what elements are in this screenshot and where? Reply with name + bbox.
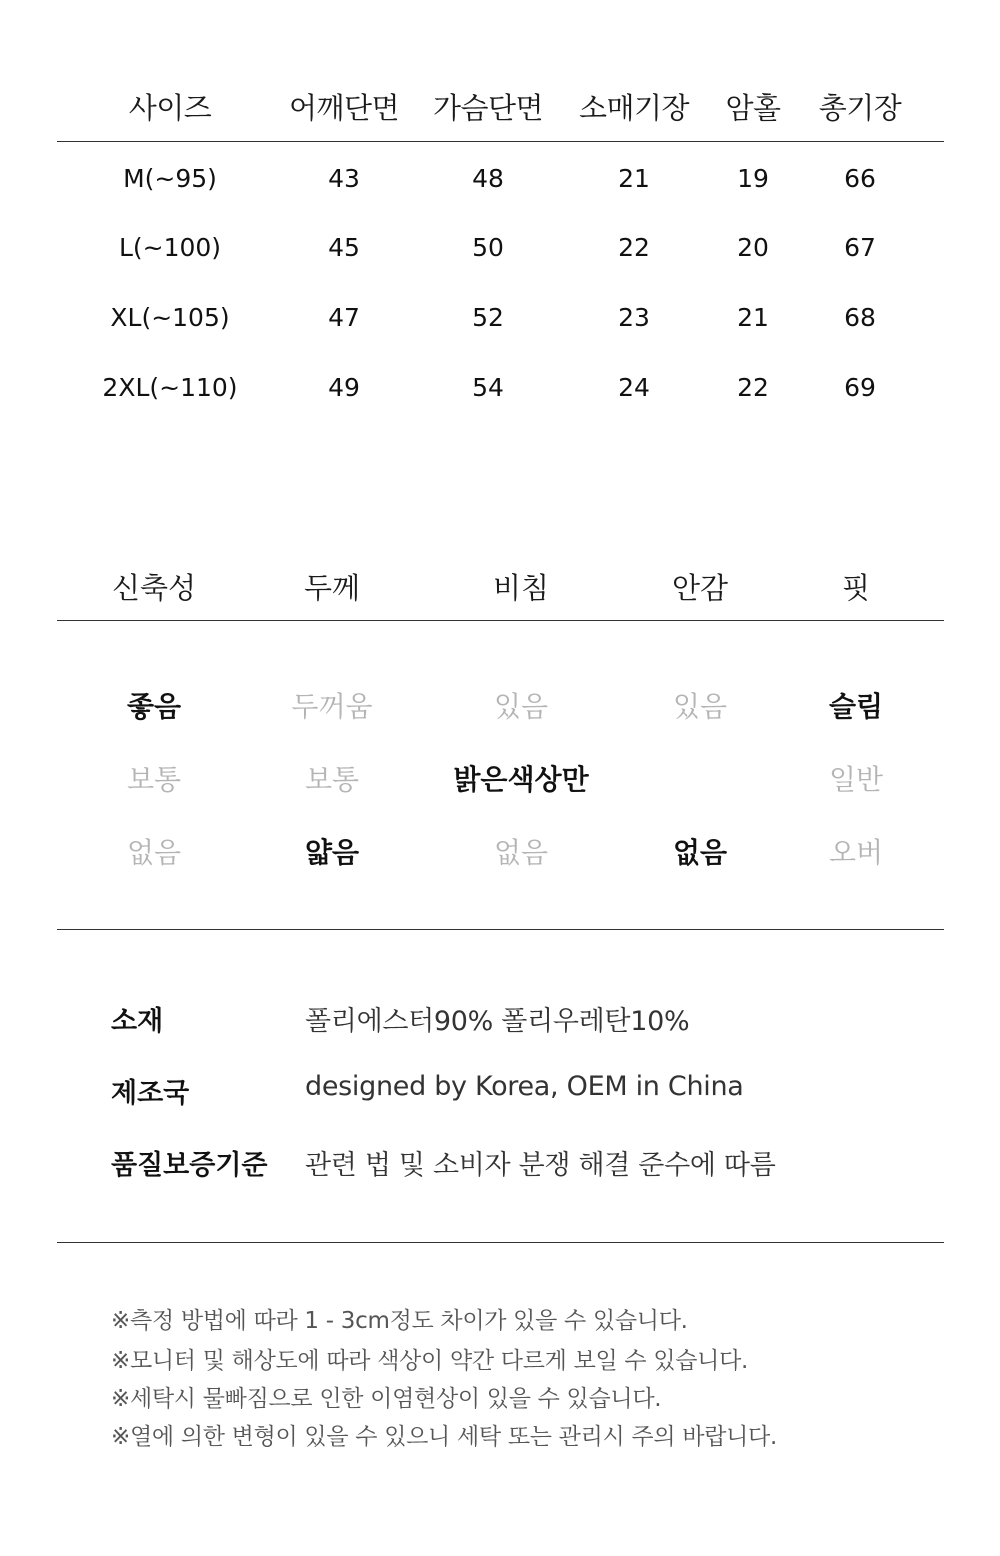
total-length-cell: 68 xyxy=(844,303,876,332)
total-length-cell: 67 xyxy=(844,233,876,262)
info-row-material xyxy=(0,999,1000,1043)
header-lining: 안감 xyxy=(671,571,729,605)
origin-label: 제조국 xyxy=(111,1078,190,1109)
fit-option-slim: 슬림 xyxy=(828,690,884,723)
attribute-option-row xyxy=(0,831,1000,875)
header-sleeve: 소매기장 xyxy=(578,91,690,125)
warranty-value: 관련 법 및 소비자 분쟁 해결 준수에 따름 xyxy=(305,1150,776,1181)
header-armhole: 암홀 xyxy=(725,91,781,125)
info-bottom-divider xyxy=(57,1242,944,1243)
header-thickness: 두께 xyxy=(303,571,361,605)
table-row xyxy=(0,373,1000,413)
attribute-option-row xyxy=(0,758,1000,802)
thickness-option-normal: 보통 xyxy=(304,763,360,796)
thickness-option-thin: 얇음 xyxy=(304,836,360,869)
header-shoulder: 어깨단면 xyxy=(288,91,400,125)
sheerness-option-yes: 있음 xyxy=(493,690,549,723)
armhole-cell: 22 xyxy=(737,373,769,402)
total-length-cell: 69 xyxy=(844,373,876,402)
sheerness-option-light-colors: 밝은색상만 xyxy=(453,763,589,796)
fit-option-regular: 일반 xyxy=(828,763,884,796)
shoulder-cell: 49 xyxy=(328,373,360,402)
total-length-cell: 66 xyxy=(844,164,876,193)
fit-option-over: 오버 xyxy=(828,836,884,869)
size-cell: XL(~105) xyxy=(110,303,230,332)
armhole-cell: 20 xyxy=(737,233,769,262)
lining-option-none: 없음 xyxy=(672,836,728,869)
shoulder-cell: 43 xyxy=(328,164,360,193)
material-value: 폴리에스터90% 폴리우레탄10% xyxy=(305,1006,690,1037)
chest-cell: 52 xyxy=(472,303,504,332)
sheerness-option-none: 없음 xyxy=(493,836,549,869)
stretch-option-normal: 보통 xyxy=(126,763,182,796)
chest-cell: 54 xyxy=(472,373,504,402)
note-monitor: ※모니터 및 해상도에 따라 색상이 약간 다르게 보일 수 있습니다. xyxy=(111,1348,749,1374)
info-row-warranty xyxy=(0,1143,1000,1187)
table-row xyxy=(0,164,1000,204)
chest-cell: 50 xyxy=(472,233,504,262)
header-chest: 가슴단면 xyxy=(432,91,544,125)
header-fit: 핏 xyxy=(841,571,871,605)
table-row xyxy=(0,233,1000,273)
attributes-bottom-divider xyxy=(57,929,944,930)
note-washing: ※세탁시 물빠짐으로 인한 이염현상이 있을 수 있습니다. xyxy=(111,1386,662,1412)
size-table-divider xyxy=(57,141,944,142)
size-table-header xyxy=(0,86,1000,130)
table-row xyxy=(0,303,1000,343)
chest-cell: 48 xyxy=(472,164,504,193)
size-cell: M(~95) xyxy=(123,164,217,193)
warranty-label: 품질보증기준 xyxy=(111,1150,268,1181)
sleeve-cell: 22 xyxy=(618,233,650,262)
header-stretch: 신축성 xyxy=(111,571,197,605)
attributes-divider xyxy=(57,620,944,621)
header-total-length: 총기장 xyxy=(818,91,902,125)
shoulder-cell: 47 xyxy=(328,303,360,332)
lining-option-yes: 있음 xyxy=(672,690,728,723)
attributes-header xyxy=(0,566,1000,610)
sleeve-cell: 24 xyxy=(618,373,650,402)
armhole-cell: 21 xyxy=(737,303,769,332)
note-measurement: ※측정 방법에 따라 1 - 3cm정도 차이가 있을 수 있습니다. xyxy=(111,1308,688,1334)
info-row-origin xyxy=(0,1071,1000,1115)
stretch-option-good: 좋음 xyxy=(126,690,182,723)
attribute-option-row xyxy=(0,685,1000,729)
thickness-option-thick: 두꺼움 xyxy=(291,690,373,723)
header-sheerness: 비침 xyxy=(492,571,550,605)
stretch-option-none: 없음 xyxy=(126,836,182,869)
shoulder-cell: 45 xyxy=(328,233,360,262)
armhole-cell: 19 xyxy=(737,164,769,193)
sleeve-cell: 21 xyxy=(618,164,650,193)
origin-value: designed by Korea, OEM in China xyxy=(305,1071,744,1102)
header-size: 사이즈 xyxy=(128,91,212,125)
note-heat: ※열에 의한 변형이 있을 수 있으니 세탁 또는 관리시 주의 바랍니다. xyxy=(111,1424,777,1450)
sleeve-cell: 23 xyxy=(618,303,650,332)
material-label: 소재 xyxy=(111,1006,164,1037)
size-cell: L(~100) xyxy=(118,233,222,262)
size-cell: 2XL(~110) xyxy=(102,373,238,402)
